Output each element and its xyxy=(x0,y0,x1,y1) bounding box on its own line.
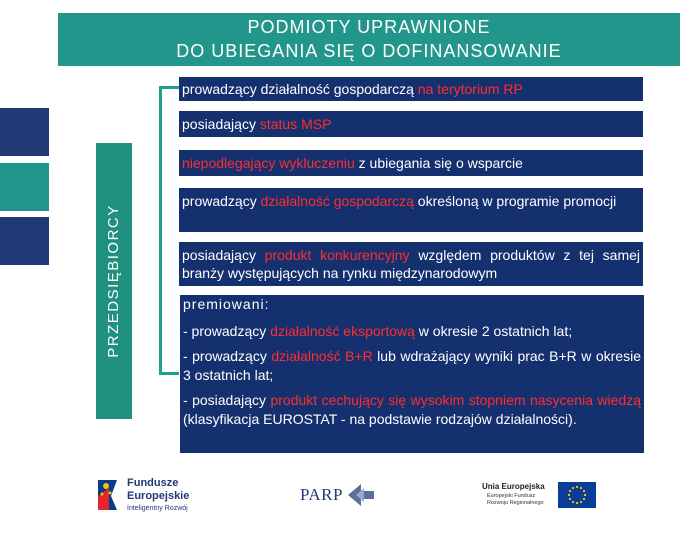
eu-logo xyxy=(482,482,597,512)
criterion-text: posiadający xyxy=(182,247,265,263)
eu-line-2: Europejski Fundusz xyxy=(487,493,536,499)
premium-export xyxy=(183,322,641,341)
criterion-highlight: działalność gospodarczą xyxy=(260,193,414,209)
fe-line-2: Europejskie xyxy=(127,490,190,502)
premium-text: - prowadzący xyxy=(183,348,272,364)
premium-text: w okresie 2 ostatnich lat; xyxy=(414,323,573,339)
criterion-highlight: status MSP xyxy=(259,116,332,132)
bracket-bottom-tick xyxy=(159,372,179,375)
decor-square-navy xyxy=(0,217,49,265)
decor-square-teal xyxy=(0,163,49,211)
fe-line-3: Inteligentny Rozwój xyxy=(127,505,188,512)
eu-flag-icon xyxy=(558,482,596,508)
criterion-text: z ubiegania się o wsparcie xyxy=(354,155,523,171)
premium-text: - prowadzący xyxy=(183,323,271,339)
fe-emblem-icon xyxy=(95,476,123,514)
criterion-promotion-program xyxy=(179,188,643,232)
bracket-line xyxy=(159,86,162,375)
eu-line-3: Rozwoju Regionalnego xyxy=(487,500,544,506)
criterion-msp xyxy=(179,111,643,137)
premium-knowledge xyxy=(183,391,641,429)
premium-text: (klasyfikacja EUROSTAT - na podstawie rodzajów działalności). xyxy=(183,411,577,427)
criterion-text: posiadający xyxy=(182,116,260,132)
premium-highlight: działalność eksportową xyxy=(270,323,415,339)
criterion-highlight: na terytorium RP xyxy=(417,81,523,97)
premium-rnd xyxy=(183,347,641,385)
criterion-text: prowadzący działalność gospodarczą xyxy=(182,81,418,97)
criterion-competitive-product xyxy=(179,242,643,286)
premium-text: lub wdrażający wyniki prac B+R w okresie 3 ostatnich lat; xyxy=(183,348,641,383)
bracket-top-tick xyxy=(159,86,179,89)
side-label: PRZEDSIĘBIORCY xyxy=(105,204,122,358)
premium-highlight: działalność B+R xyxy=(271,348,373,364)
side-label-box xyxy=(96,143,132,419)
title-line-1: PODMIOTY UPRAWNIONE xyxy=(247,17,491,37)
page-title xyxy=(58,13,680,66)
eu-line-1: Unia Europejska xyxy=(482,482,545,491)
title-line-2: DO UBIEGANIA SIĘ O DOFINANSOWANIE xyxy=(176,41,562,61)
fundusze-europejskie-logo xyxy=(95,474,205,516)
criterion-highlight: niepodlegający wykluczeniu xyxy=(182,155,355,171)
criterion-territory xyxy=(179,77,643,101)
decor-square-navy xyxy=(0,108,49,156)
criterion-text: względem produktów z tej samej branży występujących na rynku międzynarodowym xyxy=(182,247,641,281)
premium-highlight: produkt cechujący się wysokim stopniem nasycenia wiedzą xyxy=(270,392,641,408)
criterion-text: określoną w programie promocji xyxy=(413,193,617,209)
parp-logo xyxy=(300,482,380,510)
premium-text: - posiadający xyxy=(183,392,271,408)
premium-panel xyxy=(180,295,644,453)
premium-heading: premiowani: xyxy=(183,296,270,312)
parp-arrow-icon xyxy=(346,482,376,508)
criterion-exclusion xyxy=(179,150,643,176)
parp-text: PARP xyxy=(300,485,343,504)
fe-line-1: Fundusze xyxy=(127,477,179,489)
criterion-text: prowadzący xyxy=(182,193,261,209)
criterion-highlight: produkt konkurencyjny xyxy=(264,247,410,263)
